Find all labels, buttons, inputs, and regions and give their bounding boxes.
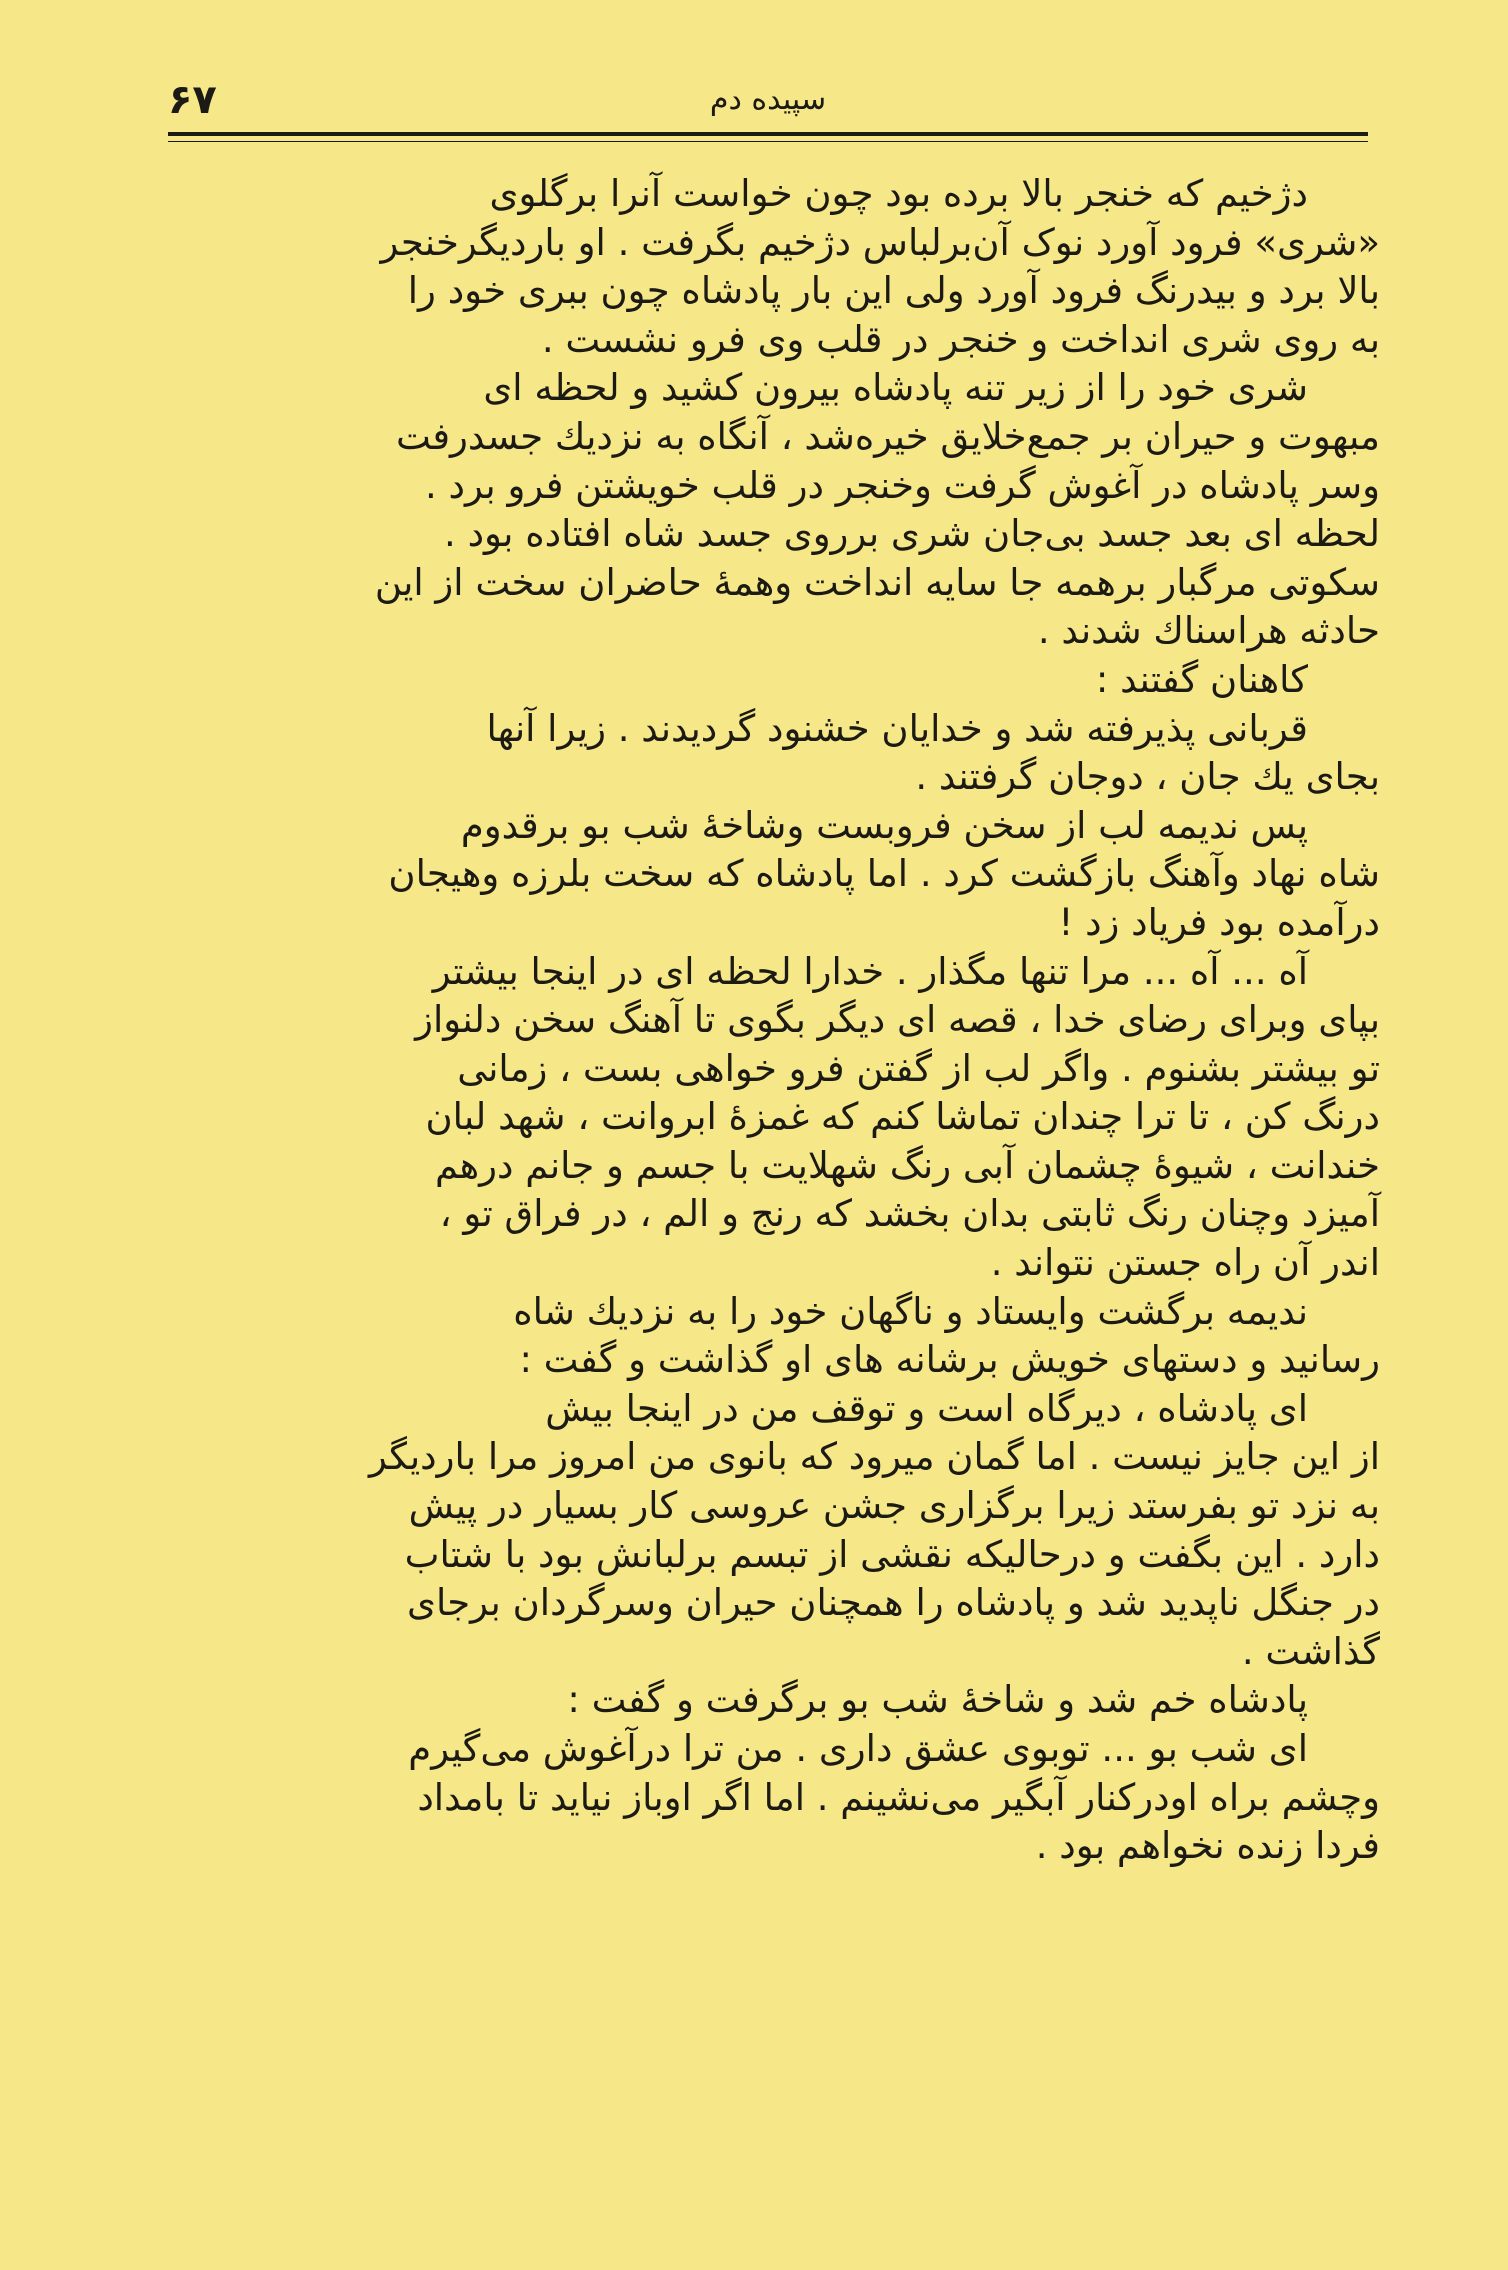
text-line: پس ندیمه لب از سخن فروبست وشاخهٔ شب بو برقدوم — [460, 803, 1308, 847]
text-line: بالا برد و بیدرنگ فرود آورد ولی این بار پادشاه چون ببری خود را — [407, 269, 1380, 313]
text-line: آمیزد وچنان رنگ ثابتی بدان بخشد که رنج و الم ، در فراق تو ، — [439, 1192, 1380, 1236]
page-header — [168, 70, 1368, 134]
text-line: شاه نهاد وآهنگ بازگشت کرد . اما پادشاه که سخت بلرزه وهیجان — [388, 852, 1380, 896]
running-title: سپیده دم — [709, 82, 827, 117]
text-line: قربانی پذیرفته شد و خدایان خشنود گردیدند . زیرا آنها — [486, 706, 1308, 750]
header-rule-thin — [168, 141, 1368, 142]
text-line: درنگ کن ، تا ترا چندان تماشا کنم که غمزهٔ ابروانت ، شهد لبان — [425, 1095, 1380, 1139]
text-line: به روی شری انداخت و خنجر در قلب وی فرو نشست . — [541, 317, 1380, 361]
text-line: خندانت ، شیوهٔ چشمان آبی رنگ شهلایت با جسم و جانم درهم — [434, 1143, 1380, 1187]
text-line: رسانید و دستهای خویش برشانه های او گذاشت و گفت : — [519, 1338, 1380, 1382]
text-line: در جنگل ناپدید شد و پادشاه را همچنان حیران وسرگردان برجای — [407, 1581, 1380, 1625]
text-line: بجای یك جان ، دوجان گرفتند . — [915, 755, 1380, 799]
text-line: پادشاه خم شد و شاخهٔ شب بو برگرفت و گفت : — [567, 1678, 1308, 1722]
text-line: به نزد تو بفرستد زیرا برگزاری جشن عروسی کار بسیار در پیش — [408, 1484, 1380, 1528]
header-rule-thick — [168, 132, 1368, 136]
text-line: سکوتی مرگبار برهمه جا سایه انداخت وهمهٔ حاضران سخت از این — [374, 560, 1380, 604]
text-line: دارد . این بگفت و درحالیکه نقشی از تبسم برلبانش بود با شتاب — [404, 1532, 1380, 1576]
text-line: وچشم براه اودرکنار آبگیر می‌نشینم . اما اگر اوباز نیاید تا بامداد — [417, 1775, 1380, 1819]
text-line: حادثه هراسناك شدند . — [1037, 609, 1380, 653]
text-line: ای شب بو ... توبوی عشق داری . من ترا درآغوش می‌گیرم — [408, 1727, 1308, 1770]
text-line: مبهوت و حیران بر جمع‌خلایق خیره‌شد ، آنگاه به نزدیك جسدرفت — [395, 414, 1380, 458]
text-line: درآمده بود فریاد زد ! — [1058, 900, 1380, 944]
text-line: تو بیشتر بشنوم . واگر لب از گفتن فرو خواهی بست ، زمانی — [457, 1046, 1380, 1090]
text-line: «شری» فرود آورد نوک آن‌برلباس دژخیم بگرفت . او باردیگرخنجر — [380, 220, 1380, 264]
text-line: شری خود را از زیر تنه پادشاه بیرون کشید و لحظه ای — [483, 366, 1308, 410]
text-line: گذاشت . — [1241, 1629, 1380, 1673]
page-number: ۶۷ — [168, 77, 217, 123]
text-line: اندر آن راه جستن نتواند . — [990, 1241, 1380, 1285]
text-line: آه ... آه ... مرا تنها مگذار . خدارا لحظه ای در اینجا بیشتر — [432, 949, 1308, 993]
text-line: کاهنان گفتند : — [1095, 657, 1308, 701]
text-line: فردا زنده نخواهم بود . — [1035, 1824, 1380, 1868]
body-text — [145, 170, 1380, 1871]
text-line: ندیمه برگشت وایستاد و ناگهان خود را به نزدیك شاه — [513, 1289, 1308, 1333]
text-line: دژخیم که خنجر بالا برده بود چون خواست آنرا برگلوی — [489, 172, 1308, 215]
text-line: وسر پادشاه در آغوش گرفت وخنجر در قلب خویشتن فرو برد . — [424, 463, 1380, 507]
text-line: ای پادشاه ، دیرگاه است و توقف من در اینجا بیش — [545, 1386, 1308, 1430]
text-line: از این جایز نیست . اما گمان میرود که بانوی من امروز مرا باردیگر — [369, 1435, 1380, 1479]
text-line: بپای وبرای رضای خدا ، قصه ای دیگر بگوی تا آهنگ سخن دلنواز — [415, 998, 1380, 1042]
text-line: لحظه ای بعد جسد بی‌جان شری برروی جسد شاه افتاده بود . — [444, 512, 1380, 556]
